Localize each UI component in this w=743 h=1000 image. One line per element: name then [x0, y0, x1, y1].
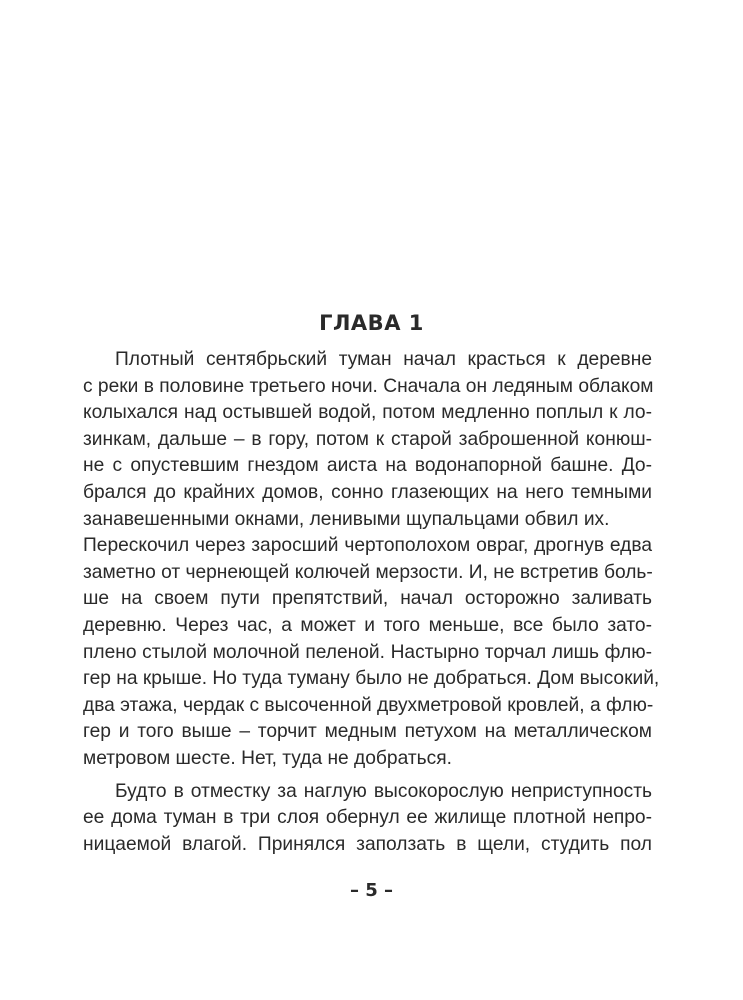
- text-line: ее дома туман в три слоя обернул ее жилище плотной непро-: [83, 807, 652, 829]
- text-line: не с опустевшим гнездом аиста на водонапорной башне. До-: [83, 455, 652, 477]
- text-line: гер и того выше – торчит медным петухом на металлическом: [83, 721, 652, 743]
- text-line: Будто в отместку за наглую высокорослую неприступность: [115, 780, 652, 802]
- text-line: зинкам, дальше – в гору, потом к старой заброшенной конюш-: [83, 428, 652, 450]
- text-line: ницаемой влагой. Принялся заползать в щели, студить пол: [83, 833, 652, 855]
- text-line: с реки в половине третьего ночи. Сначала он ледяным облаком: [83, 375, 654, 397]
- text-line: метровом шесте. Нет, туда не добраться.: [83, 747, 452, 769]
- text-line: Плотный сентябрьский туман начал красться к деревне: [115, 349, 652, 370]
- text-line: два этажа, чердак с высоченной двухметровой кровлей, а флю-: [83, 694, 654, 716]
- paragraph-2: [83, 779, 652, 859]
- paragraph-1: [83, 347, 660, 773]
- text-line: деревню. Через час, а может и того меньше, все было зато-: [83, 614, 652, 636]
- text-line: ше на своем пути препятствий, начал осторожно заливать: [83, 588, 652, 610]
- chapter-text: [83, 347, 660, 864]
- text-line: занавешенными окнами, ленивыми щупальцами обвил их.: [83, 508, 610, 530]
- text-line: гер на крыше. Но туда туману было не добраться. Дом высокий,: [83, 668, 660, 690]
- text-line: брался до крайних домов, сонно глазеющих на него темными: [83, 481, 652, 503]
- text-line: заметно от чернеющей колючей мерзости. И, не встретив боль-: [83, 561, 653, 583]
- text-line: колыхался над остывшей водой, потом медленно поплыл к ло-: [83, 402, 652, 424]
- chapter-title: ГЛАВА 1: [319, 311, 424, 335]
- text-line: Перескочил через заросший чертополохом овраг, дрогнув едва: [83, 535, 652, 557]
- text-line: плено стылой молочной пеленой. Настырно торчал лишь флю-: [83, 641, 652, 663]
- page-number: – 5 –: [349, 880, 394, 901]
